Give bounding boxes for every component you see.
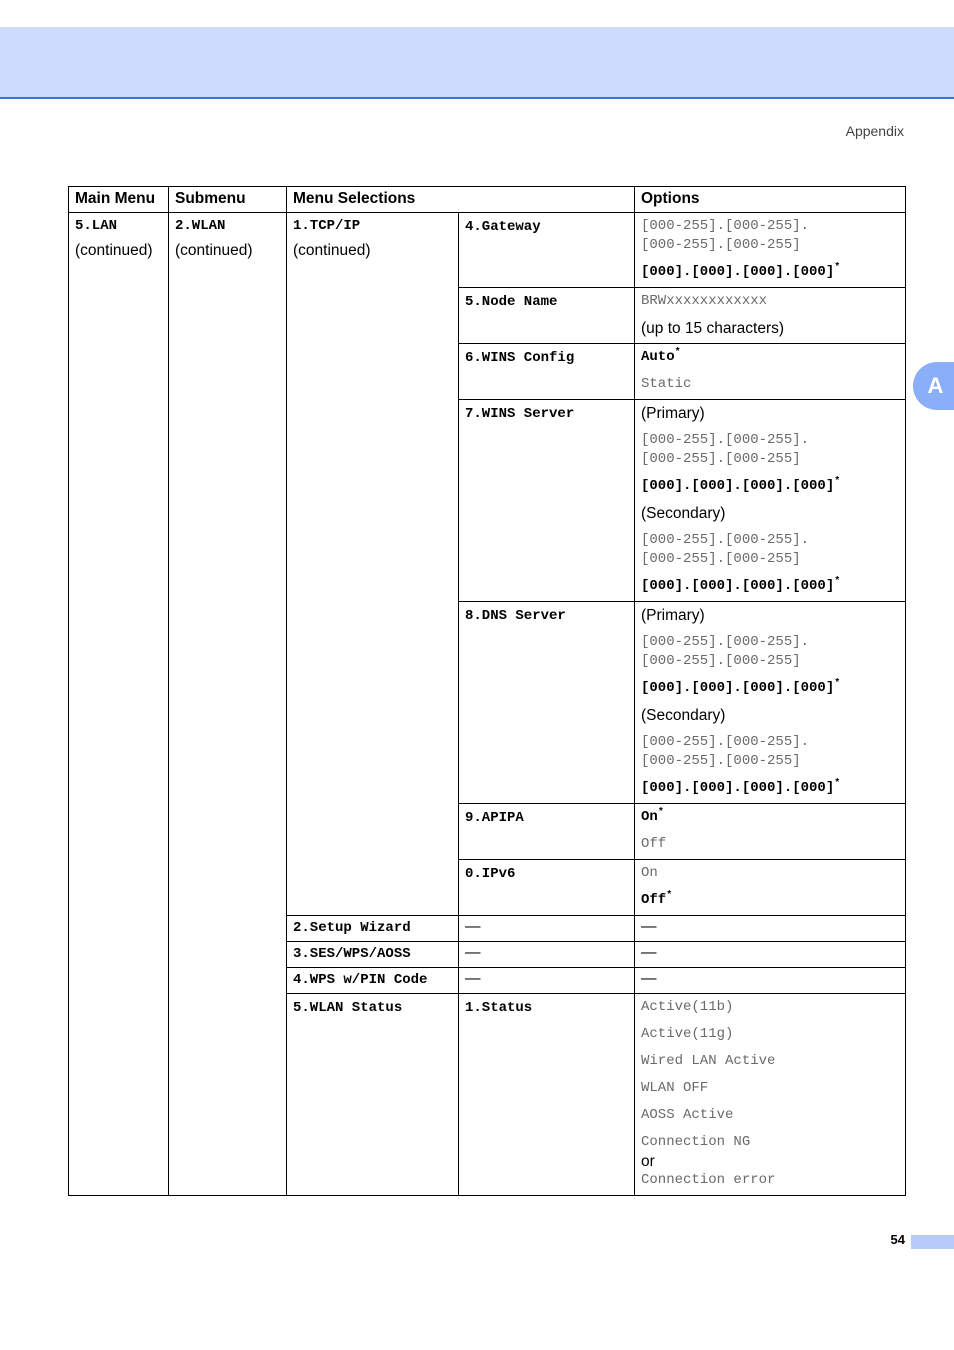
dash-cell: —: [635, 942, 906, 968]
dash-cell: —: [635, 916, 906, 942]
node-name-note: (up to 15 characters): [641, 320, 785, 337]
gateway-options: [635, 213, 906, 288]
wps-pin-cell: [287, 968, 459, 994]
page-number: 54: [890, 1232, 905, 1247]
main-menu-label: 5.LAN: [75, 218, 118, 234]
secondary-label: (Secondary): [641, 707, 726, 724]
main-menu-note: (continued): [75, 242, 153, 259]
status-option: AOSS Active: [641, 1107, 734, 1123]
gateway-cell: [459, 213, 635, 288]
status-option: Active(11b): [641, 999, 734, 1015]
gateway-label: 4.Gateway: [465, 219, 541, 235]
ip-range-line: [000-255].[000-255].: [641, 634, 810, 650]
default-option: Off*: [641, 890, 673, 908]
wlan-status-cell: [287, 994, 459, 1196]
ip-range-line: [000-255].[000-255].: [641, 532, 810, 548]
apipa-cell: [459, 804, 635, 860]
main-menu-cell: [69, 213, 169, 1196]
header-band: [0, 27, 954, 99]
status-option: Wired LAN Active: [641, 1053, 776, 1069]
ip-range-line: [000-255].[000-255]: [641, 653, 801, 669]
ses-wps-aoss-cell: [287, 942, 459, 968]
tcpip-label: 1.TCP/IP: [293, 218, 361, 234]
submenu-note: (continued): [175, 242, 253, 259]
ip-range-line: [000-255].[000-255].: [641, 734, 810, 750]
dash-cell: —: [459, 916, 635, 942]
ip-range-line: [000-255].[000-255].: [641, 432, 810, 448]
ip-range-line: [000-255].[000-255]: [641, 551, 801, 567]
dns-server-label: 8.DNS Server: [465, 608, 566, 624]
apipa-label: 9.APIPA: [465, 810, 524, 826]
col-main-menu: Main Menu: [69, 187, 169, 213]
default-option: Auto*: [641, 347, 681, 365]
default-ip-option: [000].[000].[000].[000]*: [641, 576, 841, 594]
wins-server-label: 7.WINS Server: [465, 406, 575, 422]
primary-label: (Primary): [641, 405, 705, 422]
col-menu-selections: Menu Selections: [287, 187, 635, 213]
wps-pin-label: 4.WPS w/PIN Code: [293, 972, 428, 988]
status-option: Active(11g): [641, 1026, 734, 1042]
primary-label: (Primary): [641, 607, 705, 624]
status-cell: [459, 994, 635, 1196]
option: Off: [641, 836, 667, 852]
default-ip-option: [000].[000].[000].[000]*: [641, 778, 841, 796]
ip-range-line: [000-255].[000-255]: [641, 451, 801, 467]
default-option: On*: [641, 807, 664, 825]
table-row: [69, 213, 906, 288]
wlan-status-options: [635, 994, 906, 1196]
submenu-label: 2.WLAN: [175, 218, 226, 234]
menu-table: [68, 186, 906, 1196]
ipv6-options: [635, 860, 906, 916]
ip-range-line: [000-255].[000-255]: [641, 237, 801, 253]
node-name-cell: [459, 288, 635, 344]
dns-server-options: [635, 602, 906, 804]
appendix-tab[interactable]: A: [913, 362, 954, 410]
default-ip-option: [000].[000].[000].[000]*: [641, 678, 841, 696]
option: On: [641, 865, 658, 881]
ses-wps-aoss-label: 3.SES/WPS/AOSS: [293, 946, 411, 962]
apipa-options: [635, 804, 906, 860]
tcpip-note: (continued): [293, 242, 371, 259]
ip-range-line: [000-255].[000-255].: [641, 218, 810, 234]
col-options: Options: [635, 187, 906, 213]
setup-wizard-label: 2.Setup Wizard: [293, 920, 411, 936]
page-number-bar: [911, 1235, 954, 1249]
status-option: Connection NG: [641, 1134, 751, 1150]
option: Static: [641, 376, 692, 392]
node-name-options: [635, 288, 906, 344]
ipv6-cell: [459, 860, 635, 916]
wlan-status-label: 5.WLAN Status: [293, 1000, 403, 1016]
wins-config-cell: [459, 344, 635, 400]
setup-wizard-cell: [287, 916, 459, 942]
submenu-cell: [169, 213, 287, 1196]
ip-range-line: [000-255].[000-255]: [641, 753, 801, 769]
dns-server-cell: [459, 602, 635, 804]
status-option: WLAN OFF: [641, 1080, 709, 1096]
section-label: Appendix: [845, 123, 904, 139]
wins-server-cell: [459, 400, 635, 602]
default-ip-option: [000].[000].[000].[000]*: [641, 476, 841, 494]
ipv6-label: 0.IPv6: [465, 866, 516, 882]
dash-cell: —: [459, 968, 635, 994]
tcpip-cell: [287, 213, 459, 916]
node-name-label: 5.Node Name: [465, 294, 558, 310]
col-submenu: Submenu: [169, 187, 287, 213]
node-name-value: BRWxxxxxxxxxxxx: [641, 293, 768, 309]
status-option: Connection error: [641, 1172, 776, 1188]
or-text: or: [641, 1153, 655, 1170]
wins-server-options: [635, 400, 906, 602]
wins-config-options: [635, 344, 906, 400]
dash-cell: —: [459, 942, 635, 968]
status-label: 1.Status: [465, 1000, 533, 1016]
table-header-row: [69, 187, 906, 213]
dash-cell: —: [635, 968, 906, 994]
wins-config-label: 6.WINS Config: [465, 350, 575, 366]
secondary-label: (Secondary): [641, 505, 726, 522]
default-ip-option: [000].[000].[000].[000]*: [641, 262, 841, 280]
